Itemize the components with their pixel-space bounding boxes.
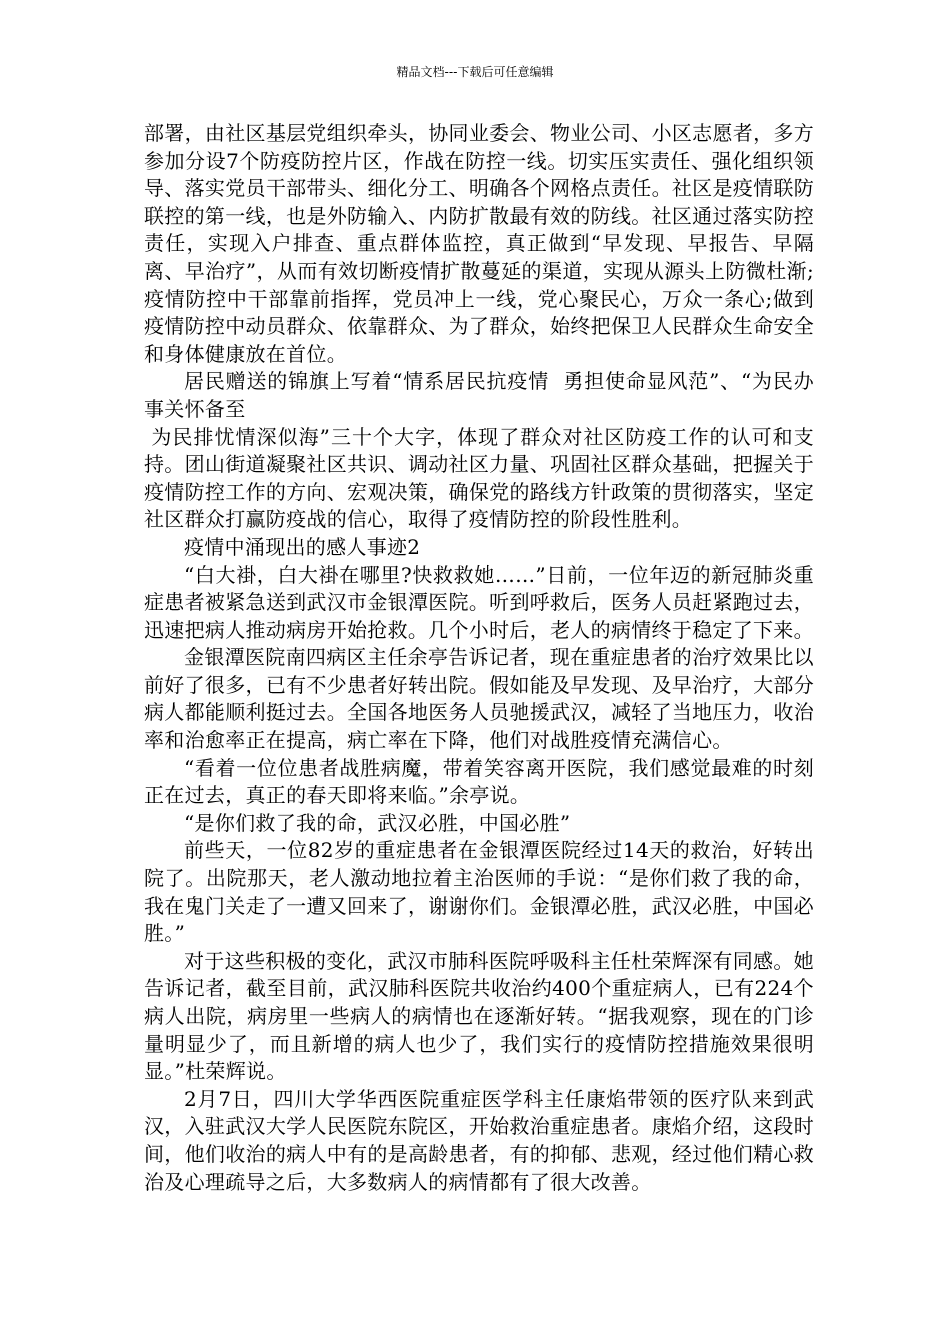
subheading: “是你们救了我的命，武汉必胜，中国必胜” (184, 810, 571, 835)
paragraph: 居民赠送的锦旗上写着“情系居民抗疫情 勇担使命显风范”、“为民办事关怀备至 为民排忧情深似海”三十个大字，体现了群众对社区防疫工作的认可和支持。团山街道凝聚社区共识、调动社区力量、巩固社区群众基础，把握关于疫情防控工作的方向、宏观决策，确保党的路线方针政策的贯彻落实，坚定社区群众打赢防疫战的信心，取得了疫情防控的阶段性胜利。 (144, 369, 814, 532)
paragraph: 对于这些积极的变化，武汉市肺科医院呼吸科主任杜荣辉深有同感。她告诉记者，截至目前，武汉肺科医院共收治约400个重症病人，已有224个病人出院，病房里一些病人的病情也在逐渐好转。“据我观察，现在的门诊量明显少了，而且新增的病人也少了，我们实行的疫情防控措施效果很明显。”杜荣辉说。 (144, 948, 814, 1084)
paragraph: 前些天，一位82岁的重症患者在金银潭医院经过14天的救治，好转出院了。出院那天，老人激动地拉着主治医师的手说：“是你们救了我的命，我在鬼门关走了一遭又回来了，谢谢你们。金银潭必胜，武汉必胜，中国必胜。” (144, 838, 814, 946)
paragraph: 2月7日，四川大学华西医院重症医学科主任康焰带领的医疗队来到武汉，入驻武汉大学人民医院东院区，开始救治重症患者。康焰介绍，这段时间，他们收治的病人中有的是高龄患者，有的抑郁、悲观，经过他们精心救治及心理疏导之后，大多数病人的病情都有了很大改善。 (144, 1086, 814, 1194)
paragraph: “白大褂，白大褂在哪里?快救救她……”日前，一位年迈的新冠肺炎重症患者被紧急送到武汉市金银潭医院。听到呼救后，医务人员赶紧跑过去，迅速把病人推动病房开始抢救。几个小时后，老人的病情终于稳定了下来。 (144, 562, 814, 642)
section-heading: 疫情中涌现出的感人事迹2 (184, 534, 421, 559)
page-header: 精品文档---下载后可任意编辑 (396, 65, 554, 79)
paragraph: “看着一位位患者战胜病魔，带着笑容离开医院，我们感觉最难的时刻正在过去，真正的春天即将来临。”余亭说。 (144, 755, 814, 808)
document-body (144, 120, 814, 1196)
paragraph: 部署，由社区基层党组织牵头，协同业委会、物业公司、小区志愿者，多方参加分设7个防疫防控片区，作战在防控一线。切实压实责任、强化组织领导、落实党员干部带头、细化分工、明确各个网格点责任。社区是疫情联防联控的第一线，也是外防输入、内防扩散最有效的防线。社区通过落实防控责任，实现入户排查、重点群体监控，真正做到“早发现、早报告、早隔离、早治疗”，从而有效切断疫情扩散蔓延的渠道，实现从源头上防微杜渐;疫情防控中干部靠前指挥，党员冲上一线，党心聚民心，万众一条心;做到疫情防控中动员群众、依靠群众、为了群众，始终把保卫人民群众生命安全和身体健康放在首位。 (144, 121, 814, 366)
paragraph: 金银潭医院南四病区主任余亭告诉记者，现在重症患者的治疗效果比以前好了很多，已有不少患者好转出院。假如能及早发现、及早治疗，大部分病人都能顺利挺过去。全国各地医务人员驰援武汉，减轻了当地压力，收治率和治愈率正在提高，病亡率在下降，他们对战胜疫情充满信心。 (144, 645, 814, 753)
